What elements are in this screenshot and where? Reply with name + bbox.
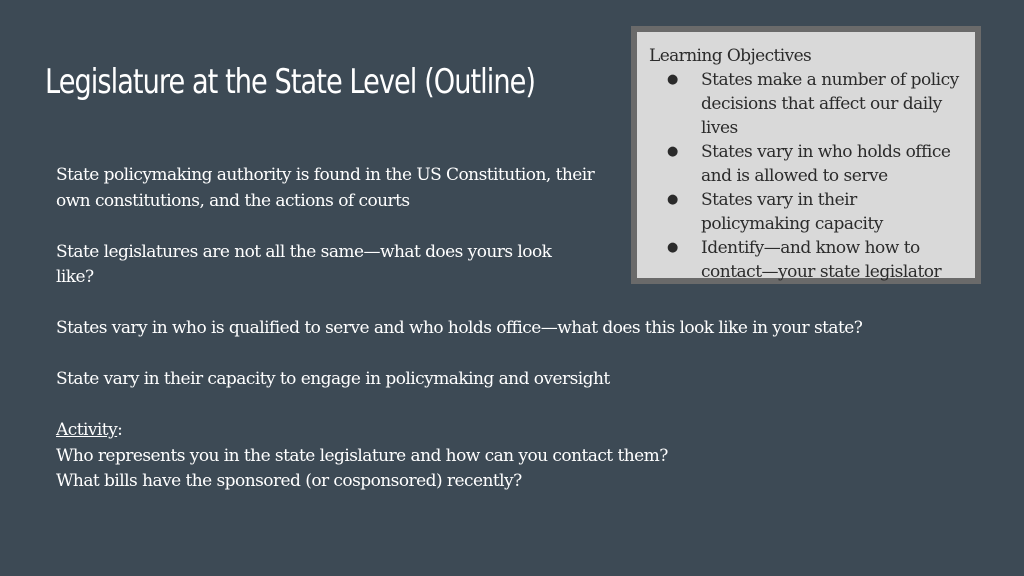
activity-colon: : (117, 420, 123, 440)
activity-label: Activity (56, 420, 118, 440)
paragraph-qualified-to-serve: States vary in who is qualified to serve and who holds office—what does this look like in your state? (56, 318, 863, 338)
slide-body (56, 163, 976, 520)
paragraph-policymaking-authority: State policymaking authority is found in the US Constitution, their own constitutions, and the actions of courts (56, 165, 595, 211)
activity-question-2: What bills have the sponsored (or cosponsored) recently? (56, 471, 522, 491)
slide-title: Legislature at the State Level (Outline) (45, 62, 536, 102)
objective-text: States vary in who holds office and is allowed to serve (701, 142, 951, 186)
objective-text: States make a number of policy decisions that affect our daily lives (701, 70, 959, 138)
activity-section (56, 418, 976, 495)
bullet-icon: ● (667, 240, 678, 255)
activity-question-1: Who represents you in the state legislature and how can you contact them? (56, 445, 668, 466)
learning-objectives-heading: Learning Objectives (649, 46, 812, 66)
paragraph-legislatures-differ: State legislatures are not all the same—what does yours look like? (56, 241, 552, 287)
objective-text: Identify—and know how to contact—your state legislator (701, 238, 942, 282)
paragraph-capacity: State vary in their capacity to engage in policymaking and oversight (56, 369, 610, 389)
bullet-icon: ● (667, 192, 678, 207)
objective-item (647, 68, 965, 140)
objective-text: States vary in their policymaking capacity (701, 190, 883, 234)
bullet-icon: ● (667, 72, 678, 87)
bullet-icon: ● (667, 144, 678, 159)
